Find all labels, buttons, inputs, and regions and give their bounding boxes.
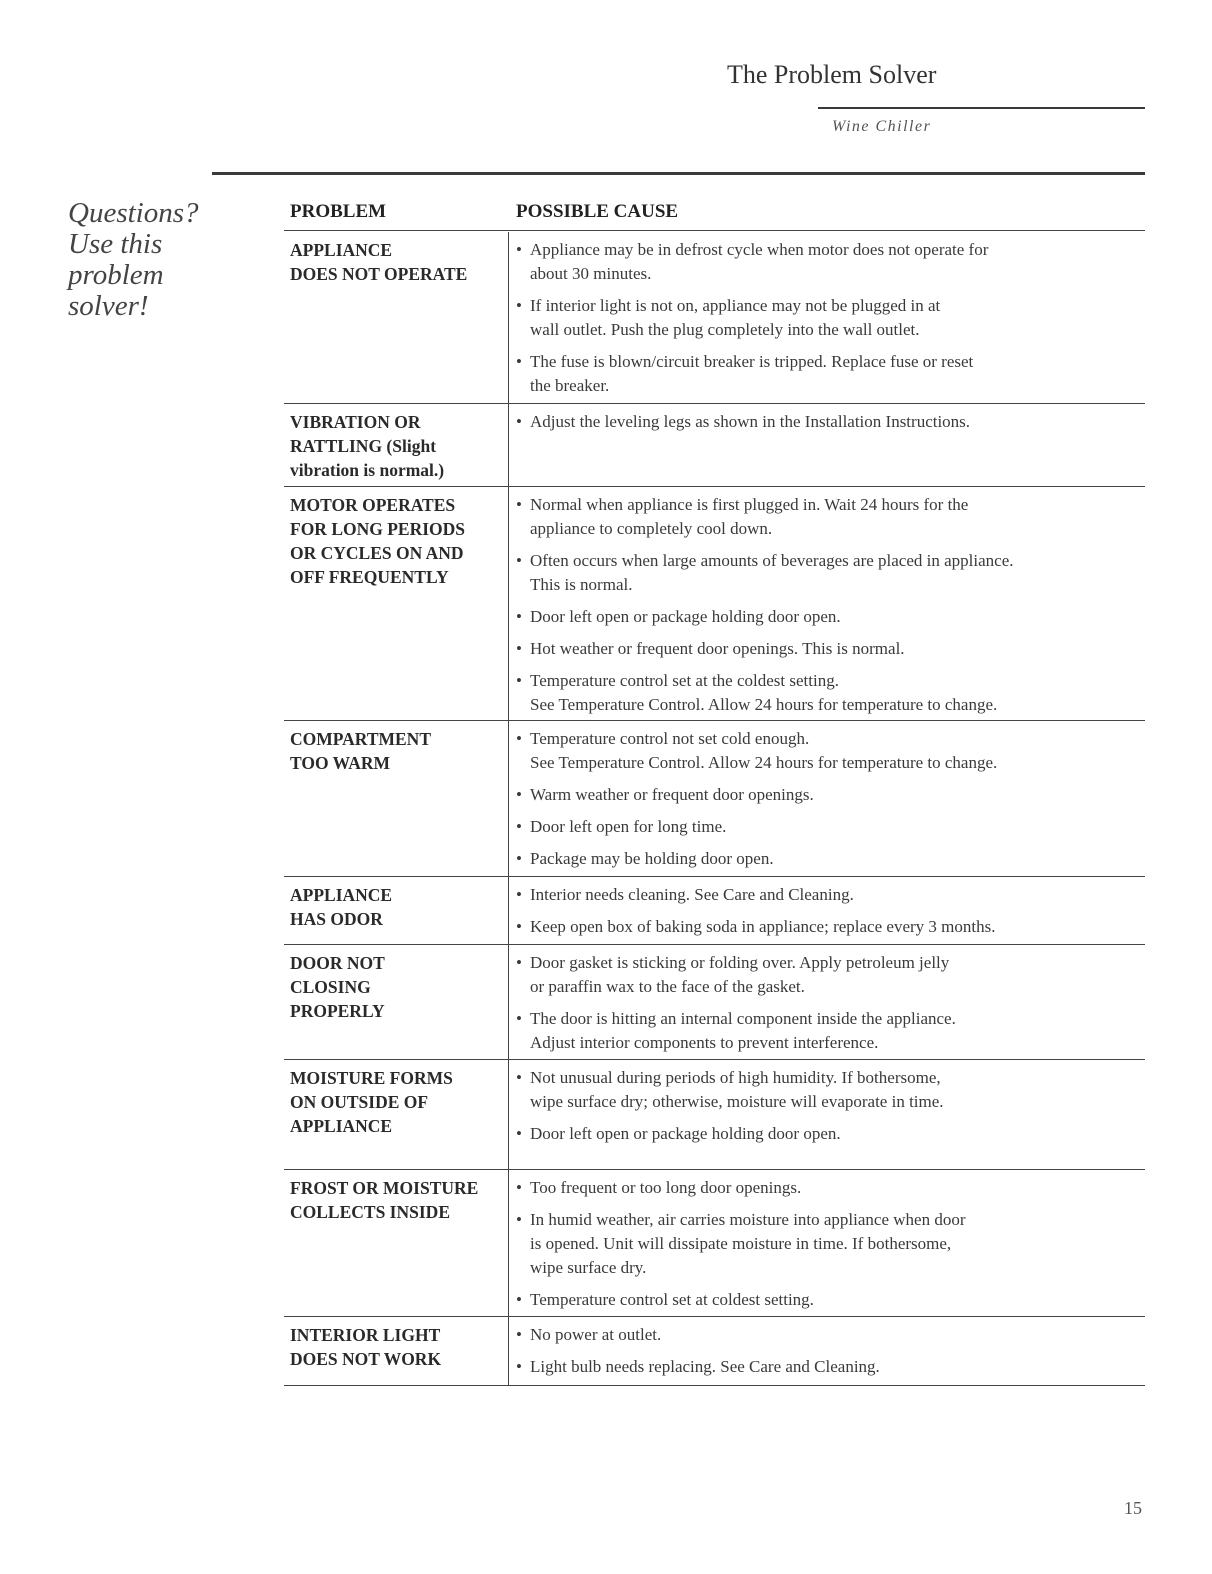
table-row	[284, 487, 1145, 721]
problem-label	[290, 1176, 505, 1224]
problem-line: DOES NOT WORK	[290, 1349, 442, 1369]
cause-item	[516, 493, 1141, 541]
cause-item	[516, 951, 1141, 999]
problem-line: PROPERLY	[290, 1001, 385, 1021]
problem-label	[290, 1066, 505, 1138]
table-row	[284, 232, 1145, 404]
cause-line: • Temperature control set at the coldest setting.	[530, 671, 839, 690]
problem-line: MOISTURE FORMS	[290, 1068, 453, 1088]
cause-item	[516, 815, 1141, 839]
cause-item	[516, 238, 1141, 286]
header-divider	[212, 172, 1145, 175]
cause-line: about 30 minutes.	[530, 264, 652, 283]
cause-item	[516, 350, 1141, 398]
cause-line: • Keep open box of baking soda in appliance; replace every 3 months.	[530, 917, 996, 936]
cause-line: • Adjust the leveling legs as shown in the Installation Instructions.	[530, 412, 971, 431]
page-subtitle: Wine Chiller	[832, 118, 932, 135]
table-row	[284, 1170, 1145, 1317]
sidebar-line: Questions?	[68, 197, 199, 229]
table-row	[284, 1317, 1145, 1386]
cause-item	[516, 410, 1141, 434]
cause-item	[516, 605, 1141, 629]
problem-line: COLLECTS INSIDE	[290, 1202, 450, 1222]
problem-line: DOES NOT OPERATE	[290, 264, 468, 284]
cause-line: • Door left open or package holding door open.	[530, 1124, 841, 1143]
problem-line: OR CYCLES ON AND	[290, 543, 464, 563]
problem-line: ON OUTSIDE OF	[290, 1092, 429, 1112]
cause-line: Adjust interior components to prevent interference.	[530, 1033, 879, 1052]
cause-list	[516, 1066, 1141, 1154]
cause-item	[516, 1122, 1141, 1146]
sidebar-line: problem	[68, 259, 164, 291]
page-title: The Problem Solver	[727, 60, 937, 89]
cause-item	[516, 1355, 1141, 1379]
cause-line: wipe surface dry; otherwise, moisture will evaporate in time.	[530, 1092, 944, 1111]
problem-label	[290, 238, 505, 286]
cause-item	[516, 1323, 1141, 1347]
cause-line: the breaker.	[530, 376, 610, 395]
page-number: 15	[1124, 1498, 1142, 1518]
problem-label	[290, 951, 505, 1023]
cause-item	[516, 883, 1141, 907]
cause-line: • Package may be holding door open.	[530, 849, 774, 868]
cause-item	[516, 1176, 1141, 1200]
sidebar-line: solver!	[68, 290, 149, 322]
problem-line: MOTOR OPERATES	[290, 495, 456, 515]
cause-line: • Not unusual during periods of high humidity. If bothersome,	[530, 1068, 941, 1087]
problem-line: APPLIANCE	[290, 885, 393, 905]
header-rule	[284, 230, 1145, 231]
cause-line: is opened. Unit will dissipate moisture in time. If bothersome,	[530, 1234, 952, 1253]
cause-line: • Door gasket is sticking or folding over. Apply petroleum jelly	[530, 953, 950, 972]
cause-item	[516, 727, 1141, 775]
problem-line: TOO WARM	[290, 753, 390, 773]
cause-line: • Temperature control not set cold enough.	[530, 729, 810, 748]
cause-item	[516, 1208, 1141, 1280]
title-rule	[818, 107, 1145, 109]
cause-list	[516, 883, 1141, 947]
cause-line: • Too frequent or too long door openings.	[530, 1178, 802, 1197]
problem-label	[290, 410, 505, 482]
cause-line: • Door left open or package holding door open.	[530, 607, 841, 626]
problem-line: FROST OR MOISTURE	[290, 1178, 479, 1198]
cause-line: • Warm weather or frequent door openings.	[530, 785, 814, 804]
cause-line: • Often occurs when large amounts of beverages are placed in appliance.	[530, 551, 1014, 570]
problem-line: OFF FREQUENTLY	[290, 567, 449, 587]
problem-line: APPLIANCE	[290, 240, 393, 260]
cause-line: • The fuse is blown/circuit breaker is tripped. Replace fuse or reset	[530, 352, 974, 371]
column-header-cause: POSSIBLE CAUSE	[516, 201, 679, 222]
sidebar-tagline	[68, 198, 218, 322]
cause-line: • In humid weather, air carries moisture into appliance when door	[530, 1210, 966, 1229]
cause-item	[516, 783, 1141, 807]
cause-line: • Normal when appliance is first plugged in. Wait 24 hours for the	[530, 495, 969, 514]
cause-line: appliance to completely cool down.	[530, 519, 773, 538]
problem-line: DOOR NOT	[290, 953, 385, 973]
column-header-problem: PROBLEM	[290, 201, 387, 222]
cause-list	[516, 410, 1141, 442]
cause-item	[516, 1288, 1141, 1312]
cause-line: wipe surface dry.	[530, 1258, 647, 1277]
table-row	[284, 945, 1145, 1060]
table-row	[284, 877, 1145, 945]
problem-line: HAS ODOR	[290, 909, 383, 929]
problem-label	[290, 727, 505, 775]
cause-item	[516, 669, 1141, 717]
cause-line: See Temperature Control. Allow 24 hours for temperature to change.	[530, 695, 998, 714]
problem-line: COMPARTMENT	[290, 729, 431, 749]
cause-list	[516, 727, 1141, 879]
problem-label	[290, 493, 505, 589]
cause-list	[516, 1323, 1141, 1387]
problem-line: INTERIOR LIGHT	[290, 1325, 441, 1345]
cause-item	[516, 1066, 1141, 1114]
cause-line: • The door is hitting an internal component inside the appliance.	[530, 1009, 956, 1028]
cause-line: This is normal.	[530, 575, 633, 594]
table-row	[284, 404, 1145, 487]
problem-line: FOR LONG PERIODS	[290, 519, 466, 539]
cause-line: • Door left open for long time.	[530, 817, 727, 836]
cause-line: or paraffin wax to the face of the gasket.	[530, 977, 805, 996]
problem-line: VIBRATION OR	[290, 412, 421, 432]
table-row	[284, 1060, 1145, 1170]
cause-item	[516, 294, 1141, 342]
problem-line: CLOSING	[290, 977, 371, 997]
cause-list	[516, 493, 1141, 725]
cause-list	[516, 1176, 1141, 1320]
cause-line: See Temperature Control. Allow 24 hours for temperature to change.	[530, 753, 998, 772]
problem-label	[290, 1323, 505, 1371]
cause-list	[516, 951, 1141, 1063]
cause-line: • No power at outlet.	[530, 1325, 662, 1344]
problem-line: vibration is normal.)	[290, 460, 445, 480]
problem-line: APPLIANCE	[290, 1116, 393, 1136]
cause-item	[516, 915, 1141, 939]
cause-line: • Appliance may be in defrost cycle when motor does not operate for	[530, 240, 989, 259]
cause-line: • Hot weather or frequent door openings. This is normal.	[530, 639, 905, 658]
problem-line: RATTLING (Slight	[290, 436, 437, 456]
problem-label	[290, 883, 505, 931]
cause-list	[516, 238, 1141, 406]
cause-item	[516, 847, 1141, 871]
table-row	[284, 721, 1145, 877]
cause-item	[516, 549, 1141, 597]
cause-item	[516, 1007, 1141, 1055]
cause-line: • Interior needs cleaning. See Care and Cleaning.	[530, 885, 854, 904]
cause-line: • Temperature control set at coldest setting.	[530, 1290, 814, 1309]
cause-line: • If interior light is not on, appliance may not be plugged in at	[530, 296, 941, 315]
cause-line: wall outlet. Push the plug completely into the wall outlet.	[530, 320, 920, 339]
sidebar-line: Use this	[68, 228, 163, 260]
cause-item	[516, 637, 1141, 661]
cause-line: • Light bulb needs replacing. See Care and Cleaning.	[530, 1357, 880, 1376]
